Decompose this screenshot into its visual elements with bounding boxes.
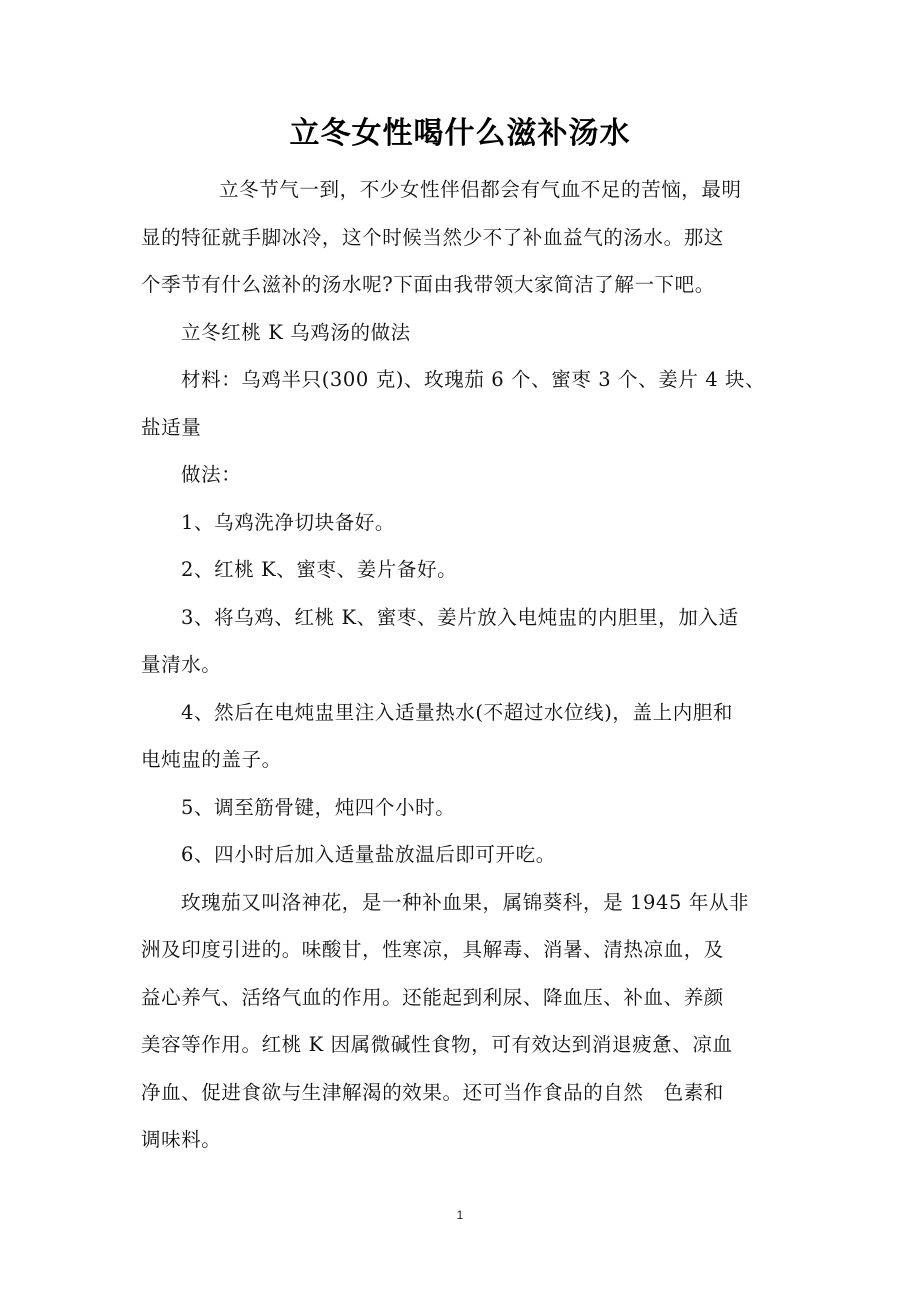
text-line: 2、红桃 K、蜜枣、姜片备好。 xyxy=(181,558,458,581)
text-line: 5、调至筋骨键，炖四个小时。 xyxy=(181,795,456,819)
text-line: 调味料。 xyxy=(141,1128,222,1151)
text-line: 1、乌鸡洗净切块备好。 xyxy=(181,510,396,534)
method-label: 做法： xyxy=(181,463,242,486)
text-line: 电炖盅的盖子。 xyxy=(141,748,282,771)
text-line: 美容等作用。红桃 K 因属微碱性食物，可有效达到消退疲惫、凉血 xyxy=(141,1033,733,1056)
text-line: 量清水。 xyxy=(141,653,222,676)
text-line: 玫瑰茄又叫洛神花，是一种补血果，属锦葵科，是 1945 年从非 xyxy=(181,890,750,914)
text-line: 3、将乌鸡、红桃 K、蜜枣、姜片放入电炖盅的内胆里，加入适 xyxy=(181,605,739,629)
text-line: 益心养气、活络气血的作用。还能起到利尿、降血压、补血、养颜 xyxy=(141,985,724,1009)
text-line: 立冬节气一到，不少女性伴侣都会有气血不足的苦恼，最明 xyxy=(219,178,742,201)
document-title: 立冬女性喝什么滋补汤水 xyxy=(289,116,631,151)
text-line: 个季节有什么滋补的汤水呢?下面由我带领大家简洁了解一下吧。 xyxy=(141,273,715,296)
text-line: 净血、促进食欲与生津解渴的效果。还可当作食品的自然 色素和 xyxy=(141,1080,724,1104)
text-line: 盐适量 xyxy=(141,415,202,439)
text-line: 洲及印度引进的。味酸甘，性寒凉，具解毒、消暑、清热凉血，及 xyxy=(141,938,724,961)
steps-list xyxy=(141,499,781,879)
step-item xyxy=(141,546,781,594)
text-line: 4、然后在电炖盅里注入适量热水(不超过水位线)，盖上内胆和 xyxy=(181,700,734,724)
text-line: 显的特征就手脚冰冷，这个时候当然少不了补血益气的汤水。那这 xyxy=(141,225,724,249)
page-number: 1 xyxy=(456,1208,464,1222)
step-item xyxy=(141,831,781,879)
intro-paragraph xyxy=(141,166,781,309)
step-item xyxy=(141,689,781,784)
text-line: 6、四小时后加入适量盐放温后即可开吃。 xyxy=(181,843,556,866)
step-item xyxy=(141,784,781,832)
recipe-heading: 立冬红桃 K 乌鸡汤的做法 xyxy=(181,320,411,344)
closing-paragraph xyxy=(141,879,781,1164)
text-line: 材料：乌鸡半只(300 克)、玫瑰茄 6 个、蜜枣 3 个、姜片 4 块、 xyxy=(181,368,766,391)
ingredients-paragraph xyxy=(141,356,781,451)
document-body xyxy=(141,166,781,1164)
step-item xyxy=(141,594,781,689)
step-item xyxy=(141,499,781,547)
